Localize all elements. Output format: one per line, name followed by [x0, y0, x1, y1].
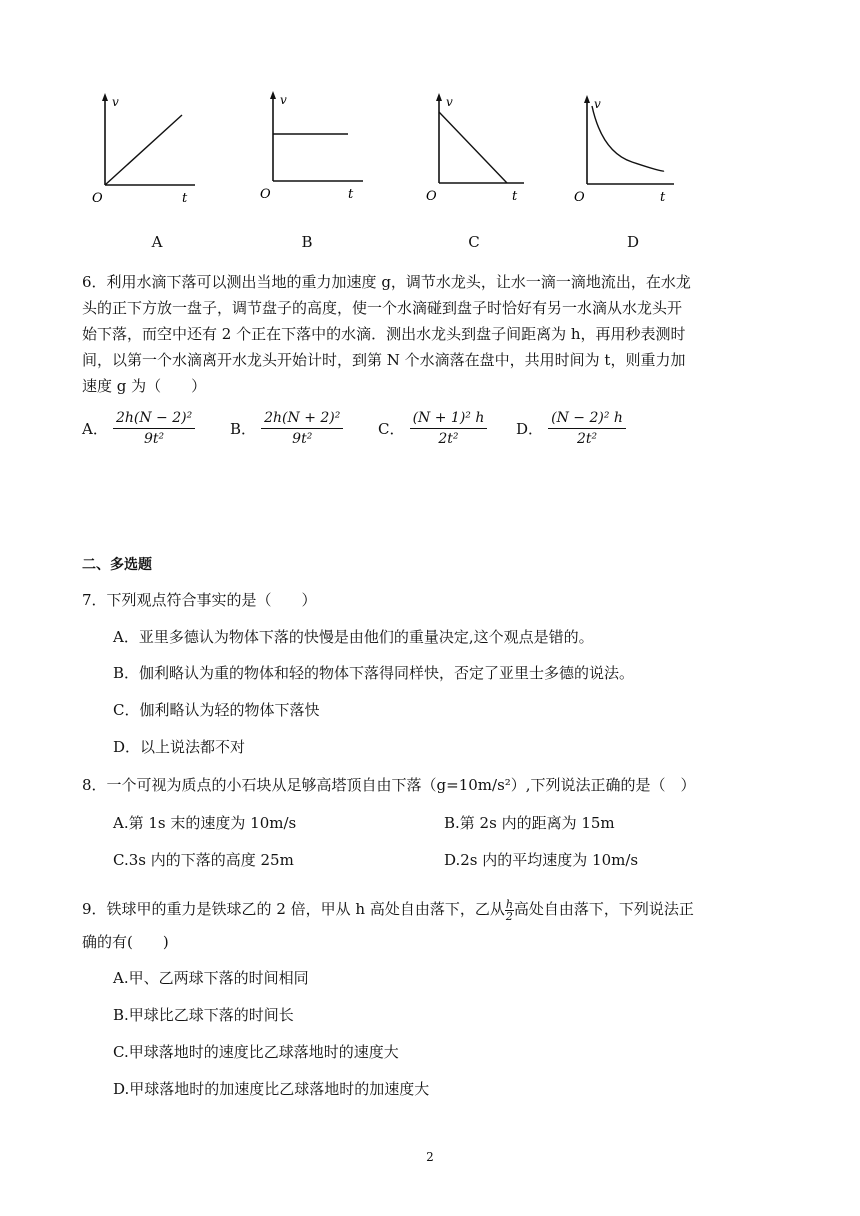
graph-label-a: A — [151, 233, 163, 251]
q9-stem-line-2: 确的有( ) — [82, 933, 169, 951]
q7-stem: 7．下列观点符合事实的是（ ） — [82, 591, 317, 609]
graph-c-v-arrow — [436, 93, 442, 101]
graph-d-curve — [592, 106, 664, 171]
q9-option-c[interactable]: C.甲球落地时的速度比乙球落地时的速度大 — [113, 1043, 399, 1061]
q9-fraction-denominator: 2 — [505, 909, 513, 923]
q9-stem-post: 高处自由落下，下列说法正 — [513, 900, 694, 918]
q6-option-c[interactable] — [378, 410, 487, 447]
q9-option-b[interactable]: B.甲球比乙球下落的时间长 — [113, 1006, 294, 1024]
graph-label-c: C — [468, 233, 480, 251]
q7-option-d[interactable]: D．以上说法都不对 — [113, 738, 246, 756]
q8-option-c[interactable]: C.3s 内的下落的高度 25m — [113, 851, 294, 869]
graph-b-v-label: v — [280, 93, 287, 107]
graph-a-v-label: v — [112, 95, 119, 109]
graph-d — [572, 92, 682, 207]
graph-label-d: D — [626, 233, 640, 251]
q9-stem-line-1 — [82, 898, 694, 922]
section-heading-multiple-choice: 二、多选题 — [82, 557, 152, 573]
graph-d-v-arrow — [584, 95, 590, 103]
q8-option-d[interactable]: D.2s 内的平均速度为 10m/s — [444, 851, 639, 869]
graph-b-v-arrow — [270, 91, 276, 99]
q6-option-d-numerator: (N − 2)² h — [548, 410, 626, 429]
graph-a-t-label: t — [182, 191, 188, 205]
graph-d-origin: O — [574, 190, 585, 205]
graph-b-t-label: t — [348, 187, 354, 202]
q6-line-2: 头的正下方放一盘子，调节盘子的高度，使一个水滴碰到盘子时恰好有另一水滴从水龙头开 — [82, 299, 683, 317]
graph-c-t-label: t — [512, 189, 518, 204]
q6-option-c-numerator: (N + 1)² h — [410, 410, 488, 429]
q6-option-c-denominator: 2t² — [438, 431, 459, 447]
graph-label-b: B — [301, 233, 313, 251]
graph-a-origin: O — [92, 191, 103, 205]
graph-b-svg — [258, 88, 368, 203]
q6-option-b-numerator: 2h(N + 2)² — [261, 410, 343, 429]
q6-option-d-denominator: 2t² — [576, 431, 598, 447]
q6-option-a-denominator: 9t² — [143, 431, 165, 447]
graph-c-svg — [424, 90, 534, 205]
graph-b — [258, 88, 368, 203]
q6-option-c-fraction — [410, 410, 488, 447]
graph-d-svg — [572, 92, 682, 207]
q6-line-3: 始下落，而空中还有 2 个正在下落中的水滴．测出水龙头到盘子间距离为 h，再用秒表测时 — [82, 325, 686, 343]
graph-d-t-label: t — [660, 190, 666, 205]
graph-d-v-label: v — [594, 97, 601, 111]
q7-option-c[interactable]: C．伽利略认为轻的物体下落快 — [113, 701, 320, 719]
q9-option-a[interactable]: A.甲、乙两球下落的时间相同 — [113, 969, 309, 987]
graph-a-svg — [90, 90, 200, 205]
q6-option-a-label: A． — [82, 420, 108, 438]
q6-option-d-fraction — [548, 410, 626, 447]
q6-option-a-fraction — [113, 410, 195, 447]
graph-c-line — [439, 112, 507, 183]
q6-option-b-denominator: 9t² — [292, 431, 313, 447]
q9-option-d[interactable]: D.甲球落地时的加速度比乙球落地时的加速度大 — [113, 1080, 430, 1098]
q8-option-a[interactable]: A.第 1s 末的速度为 10m/s — [113, 814, 297, 832]
graph-c-v-label: v — [446, 95, 453, 109]
graph-b-origin: O — [260, 187, 271, 202]
graph-c-origin: O — [426, 189, 437, 204]
graph-c — [424, 90, 534, 205]
q6-option-b-fraction — [261, 410, 343, 447]
q9-fraction-h-over-2 — [505, 899, 514, 922]
q6-option-a[interactable] — [82, 410, 195, 447]
page-number: 2 — [426, 1150, 434, 1164]
q6-option-d-label: D． — [516, 420, 544, 438]
q7-option-a[interactable]: A．亚里多德认为物体下落的快慢是由他们的重量决定,这个观点是错的。 — [113, 628, 594, 646]
q9-stem-pre: 9．铁球甲的重力是铁球乙的 2 倍，甲从 h 高处自由落下，乙从 — [82, 900, 505, 918]
q7-option-b[interactable]: B．伽利略认为重的物体和轻的物体下落得同样快，否定了亚里士多德的说法。 — [113, 664, 635, 682]
q6-option-a-numerator: 2h(N − 2)² — [113, 410, 195, 429]
q9-fraction-numerator: h — [505, 897, 513, 911]
graph-a — [90, 90, 200, 205]
q8-option-b[interactable]: B.第 2s 内的距离为 15m — [444, 814, 615, 832]
q6-option-b-label: B． — [230, 420, 257, 438]
q6-line-1: 6．利用水滴下落可以测出当地的重力加速度 g，调节水龙头，让水一滴一滴地流出，在水龙 — [82, 273, 691, 291]
q6-line-5: 速度 g 为（ ） — [82, 377, 207, 395]
graph-a-line — [105, 115, 182, 185]
q6-line-4: 间，以第一个水滴离开水龙头开始计时，到第 N 个水滴落在盘中，共用时间为 t，则重力加 — [82, 351, 686, 369]
q6-option-c-label: C． — [378, 420, 405, 438]
q6-option-d[interactable] — [516, 410, 626, 447]
q8-stem: 8．一个可视为质点的小石块从足够高塔顶自由下落（g=10m/s²）,下列说法正确的是（ ） — [82, 776, 696, 794]
graph-a-v-arrow — [102, 93, 108, 101]
q6-option-b[interactable] — [230, 410, 343, 447]
